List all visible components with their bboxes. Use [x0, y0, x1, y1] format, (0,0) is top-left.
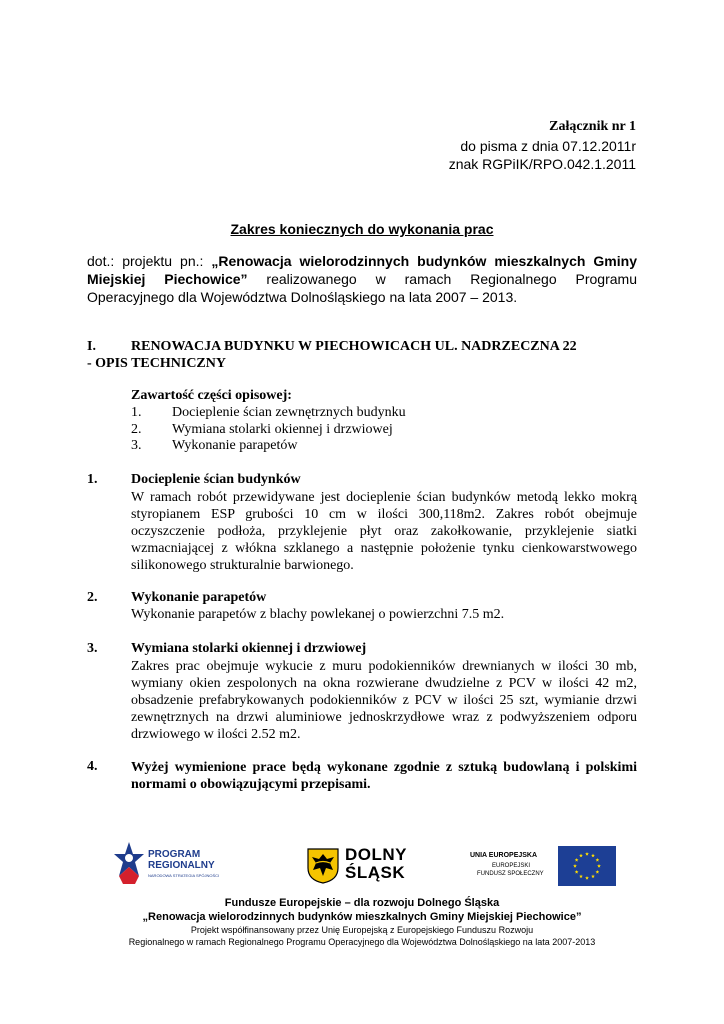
- eu-logo-line2: EUROPEJSKI: [492, 863, 531, 869]
- footer-line3: Projekt współfinansowany przez Unię Europejską z Europejskiego Funduszu Rozwoju: [190, 925, 534, 935]
- item-3-title: Wymiana stolarki okiennej i drzwiowej: [131, 641, 367, 656]
- section-heading-line1: RENOWACJA BUDYNKU W PIECHOWICACH UL. NADRZECZNA 22: [131, 339, 577, 354]
- item-1-line-5: silikonowego strukturalnie barwionego.: [131, 558, 354, 573]
- eu-flag-icon: [558, 846, 616, 886]
- item-4-line-1: Wyżej wymienione prace będą wykonane zgodnie z sztuką budowlaną i polskimi: [131, 760, 637, 775]
- eu-logo: [470, 846, 620, 888]
- item-4-line-2: normami o obowiązującymi przepisami.: [131, 777, 371, 792]
- program-logo-line2: REGIONALNY: [148, 860, 215, 871]
- item-1-line-1: W ramach robót przewidywane jest docieplenie ścian budynków metodą lekko mokrą: [131, 490, 637, 505]
- contents-num-2: 2.: [131, 422, 142, 437]
- sign-reference: znak RGPiIK/RPO.042.1.2011: [448, 156, 636, 172]
- letter-reference: do pisma z dnia 07.12.2011r: [460, 138, 636, 154]
- item-1-title: Docieplenie ścian budynków: [131, 472, 301, 487]
- eu-logo-line1: UNIA EUROPEJSKA: [470, 852, 538, 859]
- contents-text-2: Wymiana stolarki okiennej i drzwiowej: [172, 422, 393, 437]
- intro-rest: realizowanego w ramach Regionalnego Programu: [247, 271, 637, 287]
- footer-line1: Fundusze Europejskie – dla rozwoju Dolnego Śląska: [224, 897, 500, 909]
- item-3-line-3: obsadzenie prefabrykowanych podokienników z PCV w ilości 25 szt, wymianie drzwi: [131, 693, 637, 708]
- dolny-logo-line2: ŚLĄSK: [345, 863, 406, 882]
- intro-line-2: [87, 270, 637, 288]
- item-1-number: 1.: [87, 472, 98, 487]
- eagle-crest-icon: [307, 848, 339, 884]
- footer-line2: „Renowacja wielorodzinnych budynków mieszkalnych Gminy Miejskiej Piechowice”: [142, 911, 582, 923]
- program-logo-line3: NARODOWA STRATEGIA SPÓJNOŚCI: [148, 873, 220, 878]
- item-3-line-2: wymiany okien zespolonych na okna rozwierane dwudzielne z PCV w ilości 42 m2,: [131, 676, 637, 691]
- dolny-slask-logo: [307, 846, 417, 886]
- footer-line4: Regionalnego w ramach Regionalnego Programu Operacyjnego dla Województwa Dolnośląskiego na lata 2007-2013: [128, 937, 596, 947]
- project-name-1: „Renowacja wielorodzinnych budynków mieszkalnych Gminy: [211, 253, 637, 269]
- item-1-line-3: oczyszczenie podłoża, przyklejenie płyt oraz zakołkowanie, przyklejenie siatki: [131, 524, 637, 539]
- intro-prefix: dot.: projektu pn.:: [87, 253, 212, 269]
- item-3-line-4: zewnętrznych na drzwi aluminiowe jednoskrzydłowe wraz z podwyższeniem odporu: [131, 710, 637, 725]
- contents-title: Zawartość części opisowej:: [131, 388, 292, 403]
- contents-text-1: Docieplenie ścian zewnętrznych budynku: [172, 405, 406, 420]
- attachment-label: Załącznik nr 1: [549, 119, 636, 134]
- item-4-number: 4.: [87, 759, 98, 774]
- program-logo-line1: PROGRAM: [148, 849, 201, 860]
- contents-text-3: Wykonanie parapetów: [172, 438, 298, 453]
- contents-num-3: 3.: [131, 438, 142, 453]
- section-heading-line2: - OPIS TECHNICZNY: [87, 356, 226, 371]
- intro-line-3: Operacyjnego dla Województwa Dolnośląskiego na lata 2007 – 2013.: [87, 289, 518, 305]
- program-star-icon: [114, 840, 144, 884]
- section-number: I.: [87, 339, 96, 354]
- dolny-logo-line1: DOLNY: [345, 845, 407, 864]
- item-2-line-1: Wykonanie parapetów z blachy powlekanej o powierzchni 7.5 m2.: [131, 607, 505, 622]
- program-regionalny-logo: [114, 840, 254, 886]
- item-2-number: 2.: [87, 590, 98, 605]
- item-1-line-2: styropianem ESP grubości 10 cm w ilości 300,118m2. Zakres robót obejmuje: [131, 507, 637, 522]
- eu-logo-line3: FUNDUSZ SPOŁECZNY: [477, 871, 544, 877]
- contents-num-1: 1.: [131, 405, 142, 420]
- item-2-title: Wykonanie parapetów: [131, 590, 267, 605]
- item-3-number: 3.: [87, 641, 98, 656]
- item-3-line-1: Zakres prac obejmuje wykucie z muru podokienników drewnianych w ilości 30 mb,: [131, 659, 637, 674]
- intro-line-1: [87, 252, 637, 270]
- document-title: Zakres koniecznych do wykonania prac: [230, 221, 494, 237]
- item-3-line-5: drzwiowego w ilości 2.52 m2.: [131, 727, 301, 742]
- item-1-line-4: wzmacniającej z włókna szklanego a następnie położenie tynku cienkowarstwowego: [131, 541, 637, 556]
- project-name-2: Miejskiej Piechowice”: [87, 271, 248, 287]
